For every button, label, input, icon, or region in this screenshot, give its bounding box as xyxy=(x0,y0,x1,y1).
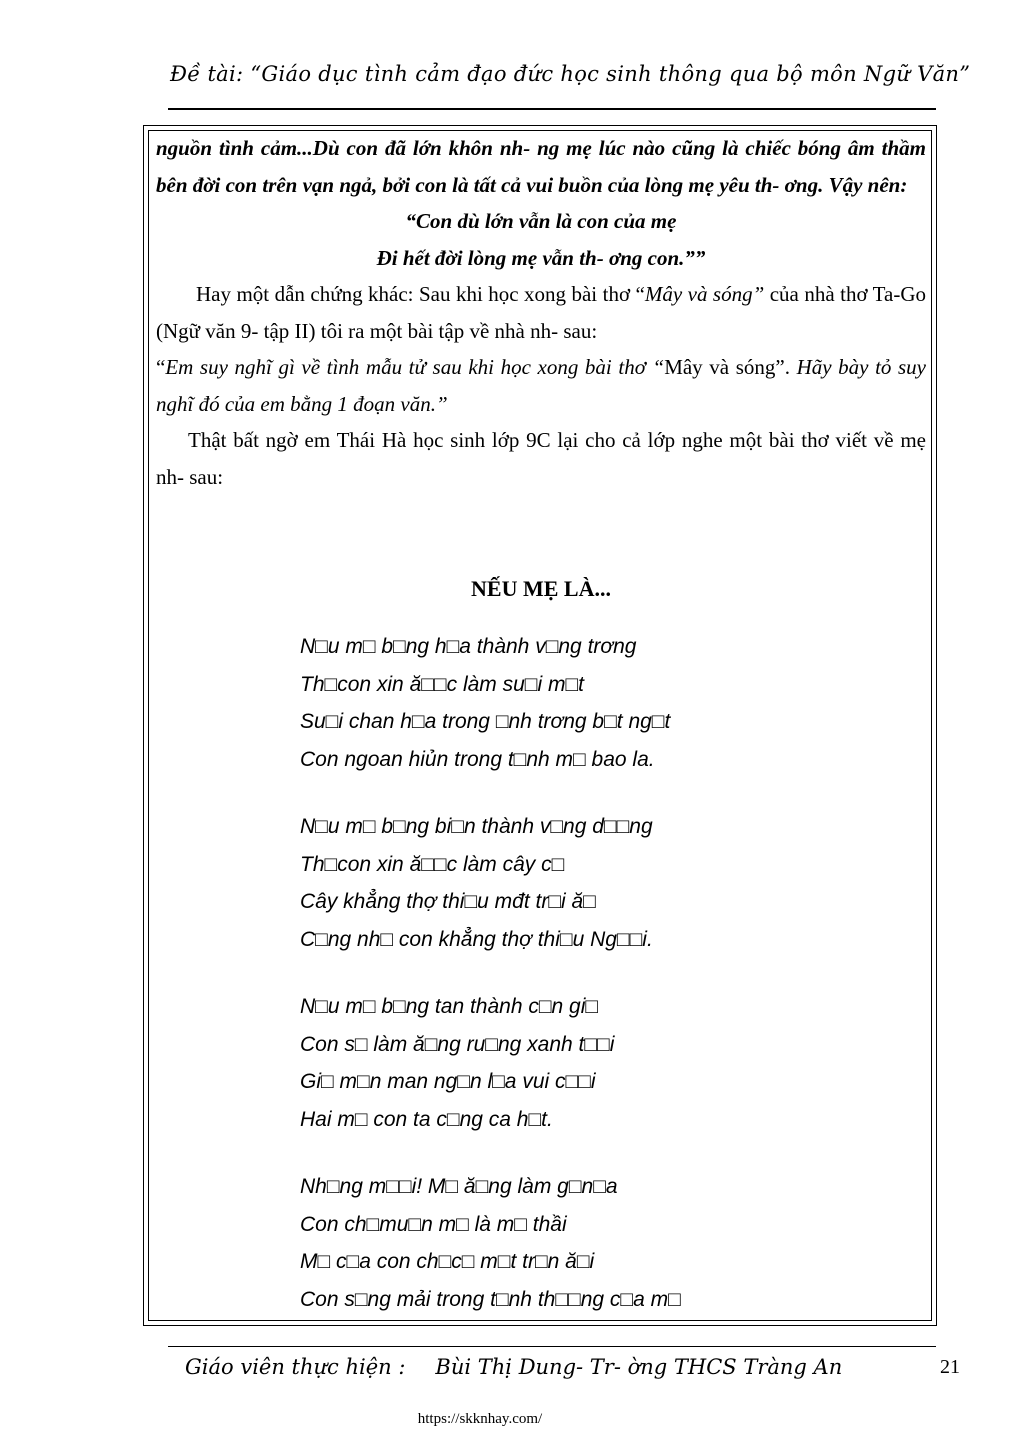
poem-line: Th□con xin ă□□c làm su□i m□t xyxy=(300,672,584,696)
quote-line-2: Đi hết đời lòng mẹ vẫn th- ơng con.”” xyxy=(376,245,706,270)
poem-line: Cây khẳng thợ thi□u mđt tr□i ă□ xyxy=(300,890,596,913)
poem-line: Hai m□ con ta c□ng ca h□t. xyxy=(300,1107,553,1131)
poem-line: N□u m□ b□ng h□a thành v□ng trơng xyxy=(300,635,637,658)
page-number: 21 xyxy=(940,1356,960,1378)
footer-rule xyxy=(168,1346,936,1347)
poem-line: N□u m□ b□ng bi□n thành v□ng d□□ng xyxy=(300,815,653,838)
source-url[interactable]: https://skknhay.com/ xyxy=(417,1411,543,1427)
poem-stanza-2 xyxy=(300,808,900,958)
poem-line: N□u m□ b□ng tan thành c□n gi□ xyxy=(300,995,599,1018)
poem-line: Th□con xin ă□□c làm cây c□ xyxy=(300,852,565,876)
footer-teacher-label: Giáo viên thực hiện : xyxy=(185,1355,406,1379)
quote-line-1: “Con dù lớn vẫn là con của mẹ xyxy=(405,209,677,233)
paragraph-example xyxy=(156,276,926,349)
intro-paragraph: nguồn tình cảm...Dù con đã lớn khôn nh- ng mẹ lúc nào cũng là chiếc bóng âm thầm bên đời con trên vạn ngả, bởi con là tất cả vui buồn của lòng mẹ yêu th- ơng. Vậy nên: xyxy=(156,136,926,197)
assignment-b: Mây và sóng”. xyxy=(664,355,797,379)
poem-line: Su□i chan h□a trong □nh trơng b□t ng□t xyxy=(300,710,671,733)
paragraph-example-a: Hay một dẫn chứng khác: Sau khi học xong bài thơ “ xyxy=(196,282,645,306)
poem-stanza-3 xyxy=(300,988,900,1138)
paragraph-surprise: Thật bất ngờ em Thái Hà học sinh lớp 9C lại cho cả lớp nghe một bài thơ viết về mẹ nh- sau: xyxy=(156,428,926,489)
poem-line: Nh□ng m□□i! M□ ă□ng làm g□n□a xyxy=(300,1175,618,1198)
assignment-open-quote: “ xyxy=(156,355,166,379)
paragraph-example-b: của nhà thơ Ta-Go (Ngữ văn 9- tập II) tôi ra một bài tập về nhà nh- sau: xyxy=(156,282,926,343)
paragraph-assignment xyxy=(156,349,926,422)
content-body xyxy=(156,130,926,495)
poem-title-ref: Mây và sóng” xyxy=(644,282,765,306)
page-header-title: Đề tài: “Giáo dục tình cảm đạo đức học sinh thông qua bộ môn Ngữ Văn” xyxy=(170,62,971,86)
poem-line: Con s□ng mải trong t□nh th□□ng c□a m□ xyxy=(300,1287,681,1311)
poem-line: Gi□ m□n man ng□n l□a vui c□□i xyxy=(300,1070,596,1093)
poem-body xyxy=(300,628,900,1348)
poem-line: M□ c□a con ch□c□ m□t tr□n ă□i xyxy=(300,1250,595,1273)
poem-stanza-1 xyxy=(300,628,900,778)
footer-teacher-name: Bùi Thị Dung- Tr- ờng THCS Tràng An xyxy=(435,1355,843,1379)
poem-title: NẾU MẸ LÀ... xyxy=(471,576,611,601)
page-footer xyxy=(185,1355,842,1379)
poem-line: Con ngoan hiủn trong t□nh m□ bao la. xyxy=(300,747,655,771)
assignment-c: Hãy bày tỏ suy nghĩ đó của em bằng 1 đoạn văn.” xyxy=(156,355,926,416)
header-rule xyxy=(168,108,936,110)
poem-line: C□ng nh□ con khẳng thợ thi□u Ng□□i. xyxy=(300,927,653,951)
poem-line: Con ch□mu□n m□ là m□ thầi xyxy=(300,1212,567,1236)
assignment-a: Em suy nghĩ gì về tình mẫu tử sau khi học xong bài thơ “ xyxy=(165,355,665,379)
poem-stanza-4 xyxy=(300,1168,900,1318)
poem-line: Con s□ làm ă□ng ru□ng xanh t□□i xyxy=(300,1032,615,1056)
